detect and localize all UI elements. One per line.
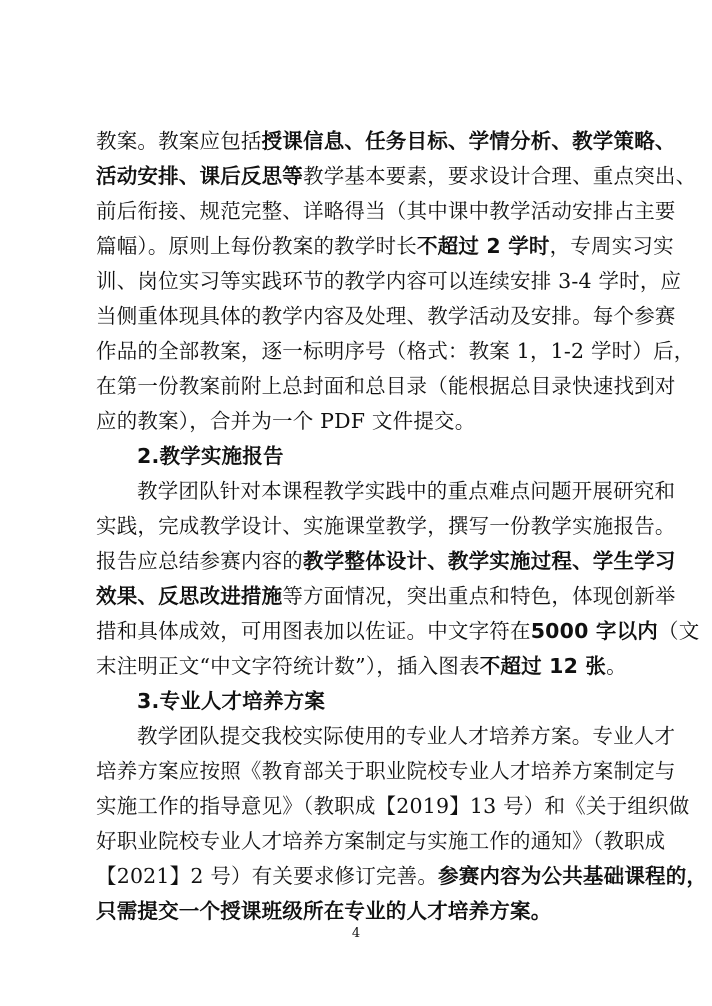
text-line: 教案。教案应包括授课信息、任务目标、学情分析、教学策略、 bbox=[96, 129, 676, 153]
text-line: 措和具体成效，可用图表加以佐证。中文字符在5000 字以内（文 bbox=[96, 619, 700, 643]
text-line: 当侧重体现具体的教学内容及处理、教学活动及安排。每个参赛 bbox=[96, 304, 676, 328]
text-line: 实施工作的指导意见》（教职成【2019】13 号）和《关于组织做 bbox=[96, 794, 690, 818]
page-number: 4 bbox=[351, 926, 361, 941]
text-line: 好职业院校专业人才培养方案制定与实施工作的通知》（教职成 bbox=[96, 829, 666, 853]
section-heading: 3.专业人才培养方案 bbox=[137, 689, 326, 713]
text-line: 报告应总结参赛内容的教学整体设计、教学实施过程、学生学习 bbox=[96, 549, 676, 573]
text-line: 末注明正文“中文字符统计数”），插入图表不超过 12 张。 bbox=[96, 654, 627, 678]
text-line: 应的教案），合并为一个 PDF 文件提交。 bbox=[96, 409, 476, 433]
text-line: 前后衔接、规范完整、详略得当（其中课中教学活动安排占主要 bbox=[96, 199, 676, 223]
section-heading: 2.教学实施报告 bbox=[137, 444, 284, 468]
text-line: 只需提交一个授课班级所在专业的人才培养方案。 bbox=[96, 899, 552, 923]
text-line: 训、岗位实习等实践环节的教学内容可以连续安排 3-4 学时，应 bbox=[96, 269, 682, 293]
text-line: 培养方案应按照《教育部关于职业院校专业人才培养方案制定与 bbox=[96, 759, 676, 783]
text-line: 教学团队提交我校实际使用的专业人才培养方案。专业人才 bbox=[137, 724, 676, 748]
text-line: 效果、反思改进措施等方面情况，突出重点和特色，体现创新举 bbox=[96, 584, 676, 608]
text-line: 作品的全部教案，逐一标明序号（格式：教案 1，1-2 学时）后， bbox=[96, 339, 695, 363]
text-line: 活动安排、课后反思等教学基本要素，要求设计合理、重点突出、 bbox=[96, 164, 697, 188]
text-line: 在第一份教案前附上总封面和总目录（能根据总目录快速找到对 bbox=[96, 374, 676, 398]
text-line: 篇幅）。原则上每份教案的教学时长不超过 2 学时，专周实习实 bbox=[96, 234, 674, 258]
text-line: 【2021】2 号）有关要求修订完善。参赛内容为公共基础课程的， bbox=[96, 864, 708, 888]
text-line: 实践，完成教学设计、实施课堂教学，撰写一份教学实施报告。 bbox=[96, 514, 676, 538]
text-line: 教学团队针对本课程教学实践中的重点难点问题开展研究和 bbox=[137, 479, 676, 503]
